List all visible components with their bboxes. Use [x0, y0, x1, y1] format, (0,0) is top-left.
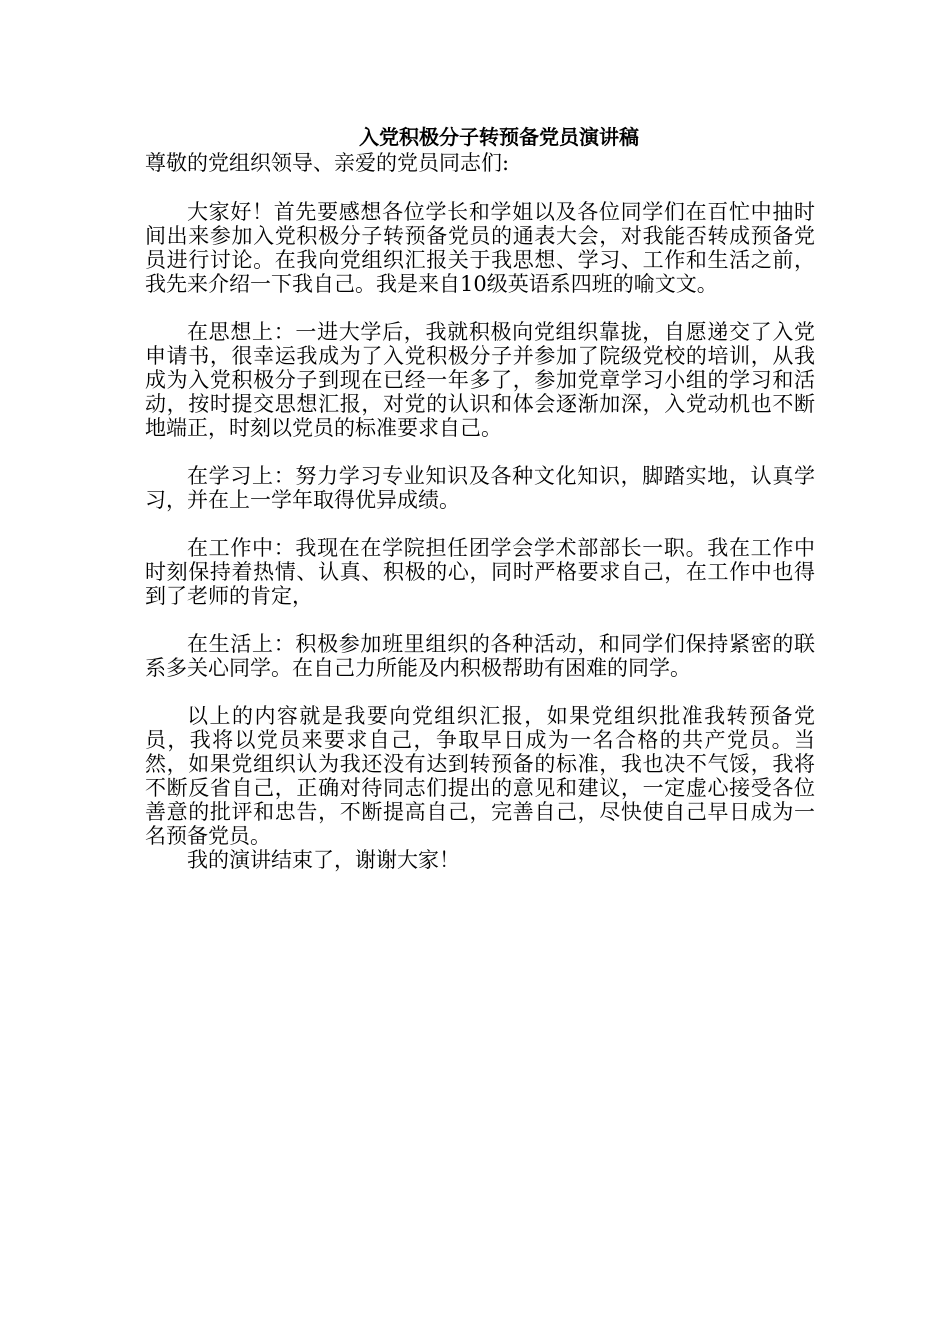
document-page: [145, 124, 815, 872]
paragraph-study: 在学习上：努力学习专业知识及各种文化知识，脚踏实地，认真学习，并在上一学年取得优异成绩。: [145, 464, 815, 512]
paragraph-work: 在工作中：我现在在学院担任团学会学术部部长一职。我在工作中时刻保持着热情、认真、积极的心，同时严格要求自己，在工作中也得到了老师的肯定，: [145, 536, 815, 608]
document-title: 入党积极分子转预备党员演讲稿: [359, 125, 639, 149]
closing-line: 我的演讲结束了，谢谢大家！: [187, 848, 460, 872]
paragraph-thought: 在思想上：一进大学后，我就积极向党组织靠拢，自愿递交了入党申请书，很幸运我成为了入党积极分子并参加了院级党校的培训，从我成为入党积极分子到现在已经一年多了，参加党章学习小组的学习和活动，按时提交思想汇报，对党的认识和体会逐渐加深，入党动机也不断地端正，时刻以党员的标准要求自己。: [145, 320, 815, 440]
paragraph-intro: 大家好！首先要感想各位学长和学姐以及各位同学们在百忙中抽时间出来参加入党积极分子转预备党员的通表大会，对我能否转成预备党员进行讨论。在我向党组织汇报关于我思想、学习、工作和生活之前，我先来介绍一下我自己。我是来自10级英语系四班的喻文文。: [145, 200, 815, 296]
paragraph-life: 在生活上：积极参加班里组织的各种活动，和同学们保持紧密的联系多关心同学。在自己力所能及内积极帮助有困难的同学。: [145, 632, 815, 680]
paragraph-summary: 以上的内容就是我要向党组织汇报，如果党组织批准我转预备党员，我将以党员来要求自己，争取早日成为一名合格的共产党员。当然，如果党组织认为我还没有达到转预备的标准，我也决不气馁，我将不断反省自己，正确对待同志们提出的意见和建议，一定虚心接受各位善意的批评和忠告，不断提高自己，完善自己，尽快使自己早日成为一名预备党员。: [145, 704, 815, 848]
salutation: 尊敬的党组织领导、亲爱的党员同志们:: [145, 151, 510, 175]
